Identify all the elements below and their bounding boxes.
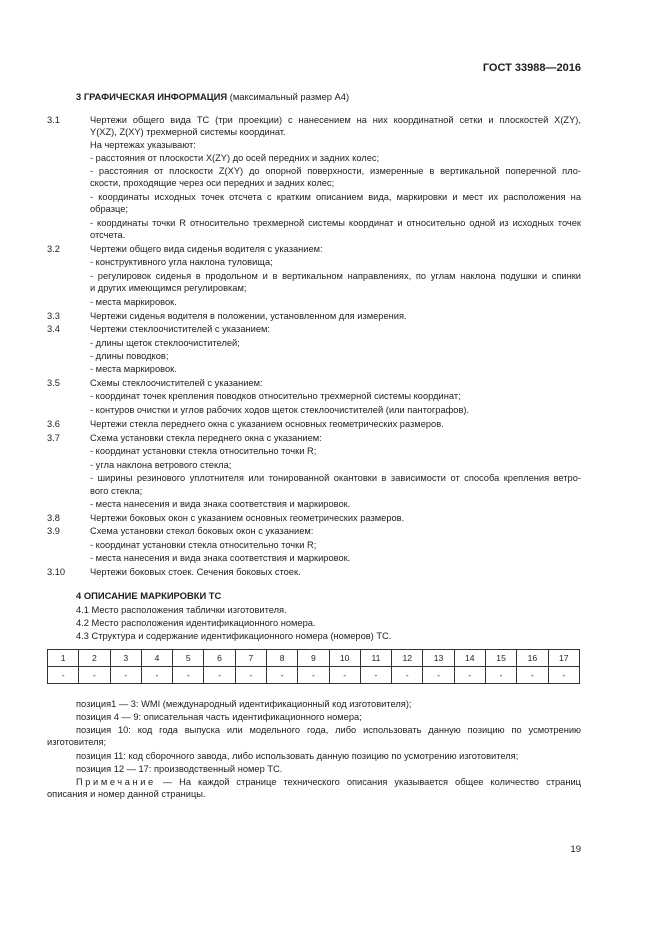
position-1-3: позиция1 — 3: WMI (международный идентификационный код изготовителя);	[76, 699, 412, 709]
item-3-7-line-6: - места нанесения и вида знака соответствия и маркировок.	[90, 499, 351, 509]
item-3-4-line-3: - длины поводков;	[90, 351, 169, 361]
item-3-7-line-1: Схема установки стекла переднего окна с указанием:	[90, 433, 322, 443]
vin-value-cell: -	[517, 667, 548, 684]
item-number-3-4: 3.4	[47, 324, 60, 334]
item-3-1-line-8: образце;	[90, 204, 128, 214]
vin-value-cell: -	[548, 667, 580, 684]
note-label: Примечание	[76, 777, 156, 787]
item-3-1-line-4: - расстояния от плоскости X(ZY) до осей передних и задних колес;	[90, 153, 380, 163]
vin-header-cell: 12	[392, 650, 423, 667]
position-10-line-2: изготовителя;	[47, 737, 107, 747]
vin-value-cell: -	[173, 667, 204, 684]
section-4-item-1: 4.1 Место расположения таблички изготовителя.	[76, 605, 287, 615]
vin-value-cell: -	[360, 667, 391, 684]
note-text-1: — На каждой странице технического описания указывается общее количество страниц	[155, 777, 581, 787]
vin-header-cell: 9	[298, 650, 329, 667]
vin-header-cell: 4	[141, 650, 172, 667]
vin-value-cell: -	[329, 667, 360, 684]
note-line-1	[76, 776, 581, 788]
item-3-5-line-1: Схемы стеклоочистителей с указанием:	[90, 378, 263, 388]
item-3-1-line-5: - расстояния от плоскости Z(XY) до опорной поверхности, измеренные в вертикальной поперечной пло-	[90, 166, 581, 176]
vin-value-row	[48, 667, 580, 684]
item-number-3-10: 3.10	[47, 567, 66, 577]
vin-header-cell: 17	[548, 650, 580, 667]
item-number-3-6: 3.6	[47, 419, 60, 429]
vin-header-cell: 5	[173, 650, 204, 667]
standard-number: ГОСТ 33988—2016	[482, 62, 581, 74]
item-3-2-line-2: - конструктивного угла наклона туловища;	[90, 257, 273, 267]
vin-header-row	[48, 650, 580, 667]
item-3-3-line-1: Чертежи сиденья водителя в положении, установленном для измерения.	[90, 311, 407, 321]
vin-value-cell: -	[454, 667, 485, 684]
vin-value-cell: -	[485, 667, 516, 684]
position-12-17: позиция 12 — 17: производственный номер ТС.	[76, 764, 283, 774]
vin-header-cell: 15	[485, 650, 516, 667]
item-3-1-line-2: Y(XZ), Z(XY) трехмерной системы координат.	[90, 127, 286, 137]
vin-value-cell: -	[204, 667, 235, 684]
item-number-3-9: 3.9	[47, 526, 60, 536]
item-number-3-1: 3.1	[47, 115, 60, 125]
item-number-3-8: 3.8	[47, 513, 60, 523]
position-4-9: позиция 4 — 9: описательная часть идентификационного номера;	[76, 712, 362, 722]
vin-value-cell: -	[298, 667, 329, 684]
item-number-3-2: 3.2	[47, 244, 60, 254]
note-line-2: описания и номер данной страницы.	[47, 789, 206, 799]
section-4-heading	[76, 590, 221, 601]
item-3-1-line-7: - координаты исходных точек отсчета с кратким описанием вида, маркировки и мест их расположения на	[90, 192, 581, 202]
vin-value-cell: -	[79, 667, 110, 684]
item-3-8-line-1: Чертежи боковых окон с указанием основных геометрических размеров.	[90, 513, 405, 523]
item-3-1-line-1: Чертежи общего вида ТС (три проекции) с нанесением на них координатной сетки и плоскостей X(ZY),	[90, 115, 581, 125]
item-3-5-line-2: - координат точек крепления поводков относительно трехмерной системы координат;	[90, 391, 461, 401]
page-number: 19	[570, 844, 581, 855]
item-3-6-line-1: Чертежи стекла переднего окна с указанием основных геометрических размеров.	[90, 419, 444, 429]
item-3-7-line-5: вого стекла;	[90, 486, 143, 496]
item-3-2-line-3: - регулировок сиденья в продольном и в вертикальном направлениях, по углам наклона подушки и спинки	[90, 271, 581, 281]
vin-header-cell: 2	[79, 650, 110, 667]
vin-value-cell: -	[423, 667, 454, 684]
vin-value-cell: -	[235, 667, 266, 684]
section-4-item-3: 4.3 Структура и содержание идентификационного номера (номеров) ТС.	[76, 631, 392, 641]
vin-header-cell: 10	[329, 650, 360, 667]
vin-value-cell: -	[110, 667, 141, 684]
section-4-item-2: 4.2 Место расположения идентификационного номера.	[76, 618, 316, 628]
item-3-10-line-1: Чертежи боковых стоек. Сечения боковых стоек.	[90, 567, 301, 577]
item-3-1-line-3: На чертежах указывают:	[90, 140, 196, 150]
item-3-1-line-10: отсчета.	[90, 230, 126, 240]
item-3-7-line-4: - ширины резинового уплотнителя или тонированной окантовки в зависимости от способа крепления ветро-	[90, 473, 581, 483]
item-3-1-line-9: - координаты точки R относительно трехмерной системы координат и относительно одной из исходных точек	[90, 218, 581, 228]
vin-header-cell: 14	[454, 650, 485, 667]
item-3-7-line-2: - координат установки стекла относительно точки R;	[90, 446, 317, 456]
item-3-5-line-3: - контуров очистки и углов рабочих ходов щеток стеклоочистителей (или пантографов).	[90, 405, 470, 415]
item-number-3-3: 3.3	[47, 311, 60, 321]
item-number-3-5: 3.5	[47, 378, 60, 388]
item-3-4-line-4: - места маркировок.	[90, 364, 177, 374]
position-11: позиция 11: код сборочного завода, либо использовать данную позицию по усмотрению изготовителя;	[76, 751, 519, 761]
vin-header-cell: 16	[517, 650, 548, 667]
vin-header-cell: 13	[423, 650, 454, 667]
section-4-title: 4 ОПИСАНИЕ МАРКИРОВКИ ТС	[76, 590, 222, 601]
vin-value-cell: -	[266, 667, 297, 684]
vin-header-cell: 8	[266, 650, 297, 667]
item-number-3-7: 3.7	[47, 433, 60, 443]
item-3-1-line-6: скости, проходящие через оси передних и задних колес;	[90, 178, 335, 188]
vin-value-cell: -	[392, 667, 423, 684]
item-3-9-line-3: - места нанесения и вида знака соответствия и маркировок.	[90, 553, 351, 563]
item-3-9-line-1: Схема установки стекол боковых окон с указанием:	[90, 526, 314, 536]
item-3-4-line-1: Чертежи стеклоочистителей с указанием:	[90, 324, 271, 334]
section-3-heading	[76, 91, 349, 102]
vin-header-cell: 3	[110, 650, 141, 667]
item-3-9-line-2: - координат установки стекла относительно точки R;	[90, 540, 317, 550]
vin-value-cell: -	[141, 667, 172, 684]
vin-value-cell: -	[48, 667, 79, 684]
item-3-2-line-1: Чертежи общего вида сиденья водителя с указанием:	[90, 244, 323, 254]
item-3-2-line-5: - места маркировок.	[90, 297, 177, 307]
item-3-4-line-2: - длины щеток стеклоочистителей;	[90, 338, 240, 348]
item-3-2-line-4: и других имеющимся регулировкам;	[90, 283, 247, 293]
position-10-line-1: позиция 10: код года выпуска или модельного года, либо использовать данную позицию по усмотрению	[76, 725, 581, 735]
vin-header-cell: 6	[204, 650, 235, 667]
section-3-title: 3 ГРАФИЧЕСКАЯ ИНФОРМАЦИЯ	[76, 91, 228, 102]
vin-header-cell: 7	[235, 650, 266, 667]
vin-header-cell: 1	[48, 650, 79, 667]
section-3-subtitle: (максимальный размер А4)	[227, 91, 350, 102]
item-3-7-line-3: - угла наклона ветрового стекла;	[90, 460, 232, 470]
vin-structure-table	[47, 649, 580, 684]
vin-header-cell: 11	[360, 650, 391, 667]
